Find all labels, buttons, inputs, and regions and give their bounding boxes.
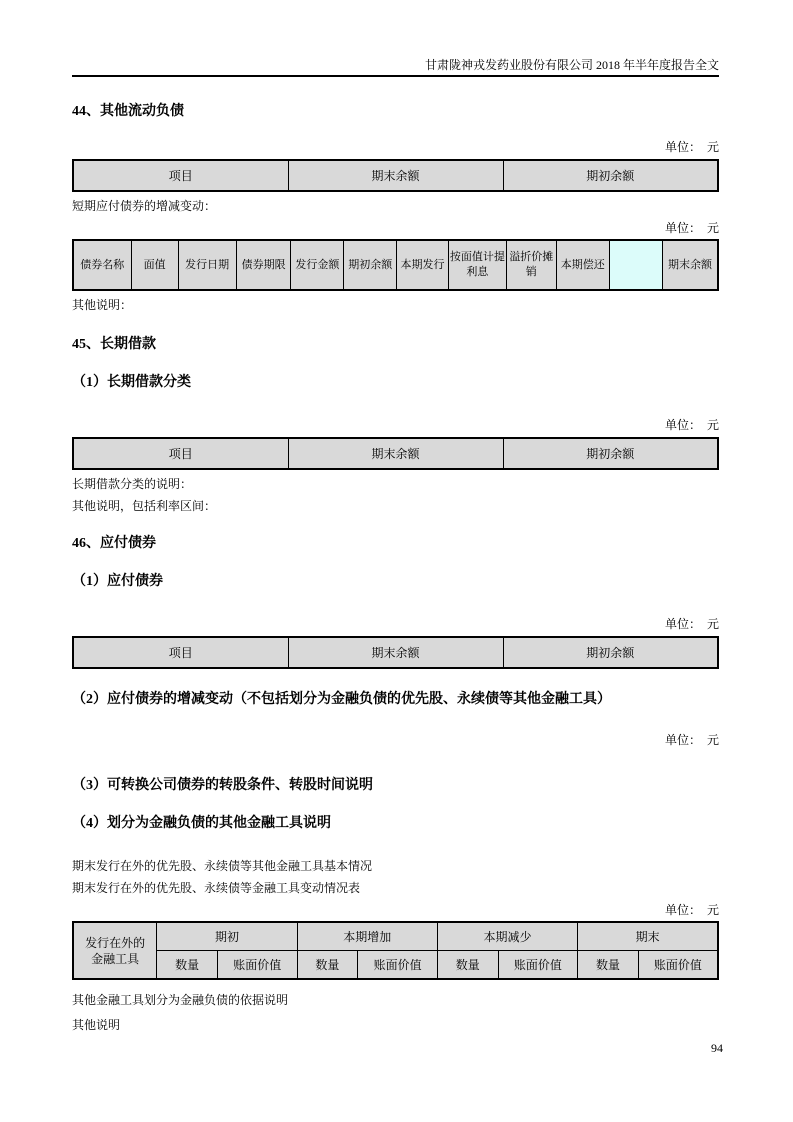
table-header-cell: 项目 (73, 438, 288, 469)
table-header-row (73, 240, 718, 290)
table-header-cell: 期初余额 (503, 160, 718, 191)
table-header-cell: 本期发行 (397, 240, 449, 290)
other-note-interest-range: 其他说明，包括利率区间： (72, 499, 217, 513)
unit-label: 单位： 元 (664, 617, 719, 631)
table-header-cell: 账面价值 (498, 951, 578, 980)
section-46-sub4-heading: （4）划分为金融负债的其他金融工具说明 (72, 816, 331, 831)
section-45-heading: 45、长期借款 (72, 337, 156, 352)
table-header-cell: 期末余额 (662, 240, 718, 290)
fi-basic-note: 期末发行在外的优先股、永续债等其他金融工具基本情况 (72, 859, 373, 873)
table-header-row (73, 922, 718, 951)
highlighted-empty-cell (610, 240, 663, 290)
section-45-sub1-heading: （1）长期借款分类 (72, 375, 191, 390)
table-header-cell: 债券期限 (236, 240, 291, 290)
table-header-cell: 数量 (157, 951, 218, 980)
table-group-header-cell: 期初 (157, 922, 297, 951)
table-header-cell: 期末余额 (288, 160, 503, 191)
table-group-header-cell: 期末 (578, 922, 718, 951)
table-corner-cell: 发行在外的金融工具 (73, 922, 157, 979)
table-header-cell: 本期偿还 (556, 240, 610, 290)
table-header-cell: 发行日期 (178, 240, 236, 290)
fi-other-note: 其他说明 (72, 1018, 121, 1032)
loan-classification-note: 长期借款分类的说明： (72, 477, 193, 491)
section-44-heading: 44、其他流动负债 (72, 104, 184, 119)
fi-change-note: 期末发行在外的优先股、永续债等金融工具变动情况表 (72, 881, 361, 895)
bonds-payable-table (72, 636, 719, 669)
table-header-cell: 项目 (73, 637, 288, 668)
table-header-cell: 期初余额 (344, 240, 397, 290)
page-number: 94 (711, 1041, 723, 1055)
section-46-sub2-heading: （2）应付债券的增减变动（不包括划分为金融负债的优先股、永续债等其他金融工具） (72, 692, 611, 707)
table-header-cell: 账面价值 (638, 951, 718, 980)
section-46-heading: 46、应付债券 (72, 536, 156, 551)
unit-label: 单位： 元 (664, 733, 719, 747)
unit-label: 单位： 元 (664, 903, 719, 917)
table-header-cell: 按面值计提利息 (448, 240, 506, 290)
section-46-sub3-heading: （3）可转换公司债券的转股条件、转股时间说明 (72, 778, 373, 793)
table-header-cell: 发行金额 (291, 240, 344, 290)
table-header-row (73, 438, 718, 469)
table-header-cell: 账面价值 (217, 951, 297, 980)
table-header-cell: 期初余额 (503, 438, 718, 469)
table-header-cell: 账面价值 (358, 951, 438, 980)
table-header-row (73, 637, 718, 668)
table-group-header-cell: 本期增加 (297, 922, 437, 951)
other-current-liabilities-table (72, 159, 719, 192)
table-header-cell: 期末余额 (288, 637, 503, 668)
table-header-cell: 项目 (73, 160, 288, 191)
short-term-bonds-table (72, 239, 719, 291)
short-term-bond-change-note: 短期应付债券的增减变动： (72, 199, 217, 213)
page-header-title: 甘肃陇神戎发药业股份有限公司 2018 年半年度报告全文 (72, 0, 719, 77)
page-content (72, 0, 719, 1032)
table-header-cell: 溢折价摊销 (506, 240, 556, 290)
table-group-header-cell: 本期减少 (437, 922, 577, 951)
table-header-cell: 数量 (297, 951, 358, 980)
table-header-cell: 期末余额 (288, 438, 503, 469)
table-header-cell: 数量 (578, 951, 639, 980)
unit-label: 单位： 元 (664, 221, 719, 235)
table-header-cell: 面值 (131, 240, 178, 290)
table-subheader-row (73, 951, 718, 980)
table-header-cell: 债券名称 (73, 240, 131, 290)
unit-label: 单位： 元 (664, 418, 719, 432)
fi-basis-note: 其他金融工具划分为金融负债的依据说明 (72, 993, 289, 1007)
table-header-cell: 数量 (437, 951, 498, 980)
outstanding-financial-instruments-table (72, 921, 719, 980)
section-46-sub1-heading: （1）应付债券 (72, 574, 163, 589)
table-header-row (73, 160, 718, 191)
table-header-cell: 期初余额 (503, 637, 718, 668)
other-note: 其他说明： (72, 298, 133, 312)
long-term-loans-table (72, 437, 719, 470)
unit-label: 单位： 元 (664, 140, 719, 154)
